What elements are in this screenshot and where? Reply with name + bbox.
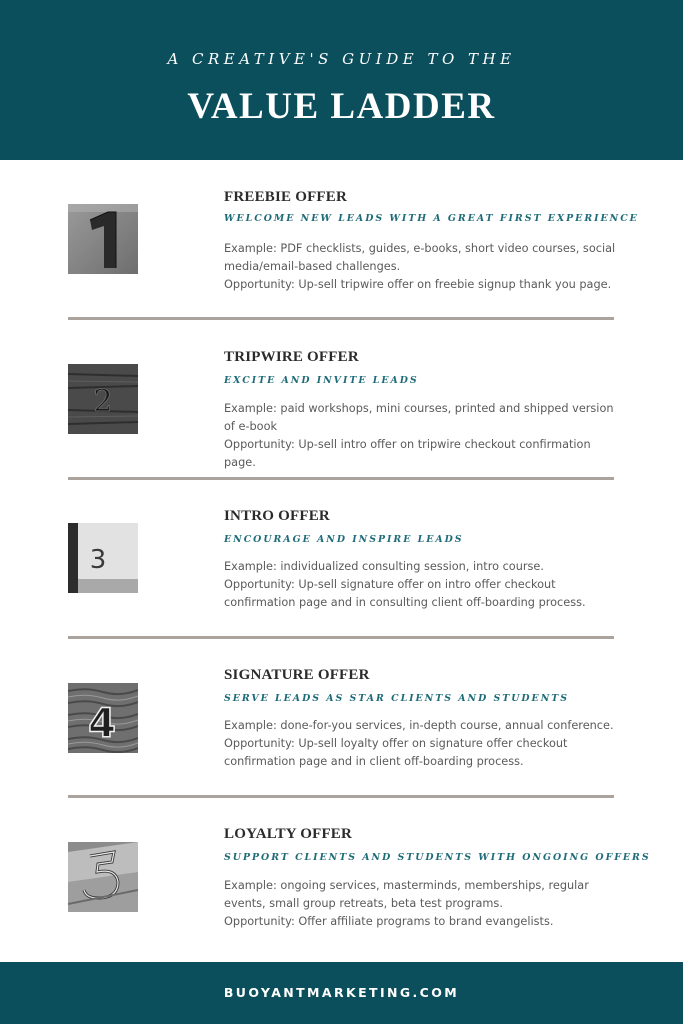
footer-site-link[interactable]: BUOYANTMARKETING.COM [223, 985, 460, 1000]
offer-title: LOYALTY OFFER [224, 826, 353, 842]
offer-subtitle: ENCOURAGE AND INSPIRE LEADS [224, 534, 464, 545]
offer-description [224, 240, 616, 294]
header-kicker: A CREATIVE'S GUIDE TO THE [167, 50, 516, 68]
offer-description [224, 717, 616, 771]
offer-description [224, 400, 616, 472]
number-5-photo-icon [68, 842, 138, 912]
offer-title: TRIPWIRE OFFER [224, 349, 359, 365]
offer-opportunity: Opportunity: Up-sell intro offer on tripwire checkout confirmation page. [224, 438, 591, 469]
number-1-photo-icon [68, 204, 138, 274]
offer-opportunity: Opportunity: Up-sell loyalty offer on signature offer checkout confirmation page and in client off-boarding process. [224, 737, 568, 768]
offer-title: FREEBIE OFFER [224, 189, 348, 205]
svg-text:4: 4 [88, 701, 116, 747]
offer-title: INTRO OFFER [224, 508, 330, 524]
offer-opportunity: Opportunity: Up-sell tripwire offer on freebie signup thank you page. [224, 278, 612, 291]
svg-text:2: 2 [93, 384, 113, 419]
offer-description [224, 558, 616, 612]
offer-subtitle: WELCOME NEW LEADS WITH A GREAT FIRST EXPERIENCE [224, 213, 639, 224]
section-divider [68, 636, 614, 639]
section-divider [68, 795, 614, 798]
offer-opportunity: Opportunity: Up-sell signature offer on intro offer checkout confirmation page and in consulting client off-boarding process. [224, 578, 586, 609]
section-divider [68, 317, 614, 320]
offer-example: Example: PDF checklists, guides, e-books, short video courses, social media/email-based challenges. [224, 242, 616, 273]
svg-text:3: 3 [89, 545, 107, 575]
page-title: VALUE LADDER [187, 86, 496, 127]
offer-example: Example: done-for-you services, in-depth course, annual conference. [224, 719, 614, 732]
number-2-photo-icon [68, 364, 138, 434]
offer-title: SIGNATURE OFFER [224, 667, 370, 683]
number-3-photo-icon [68, 523, 138, 593]
offer-example: Example: paid workshops, mini courses, printed and shipped version of e-book [224, 402, 614, 433]
offer-example: Example: ongoing services, masterminds, memberships, regular events, small group retreats, beta test programs. [224, 879, 589, 910]
offer-opportunity: Opportunity: Offer affiliate programs to brand evangelists. [224, 915, 554, 928]
offer-description [224, 877, 616, 931]
offer-subtitle: SUPPORT CLIENTS AND STUDENTS WITH ONGOING OFFERS [224, 852, 651, 863]
offer-subtitle: EXCITE AND INVITE LEADS [224, 375, 419, 386]
number-4-photo-icon [68, 683, 138, 753]
section-divider [68, 477, 614, 480]
header-banner [0, 0, 683, 160]
offer-subtitle: SERVE LEADS AS STAR CLIENTS AND STUDENTS [224, 693, 570, 704]
footer-banner [0, 962, 683, 1024]
offer-example: Example: individualized consulting session, intro course. [224, 560, 544, 573]
